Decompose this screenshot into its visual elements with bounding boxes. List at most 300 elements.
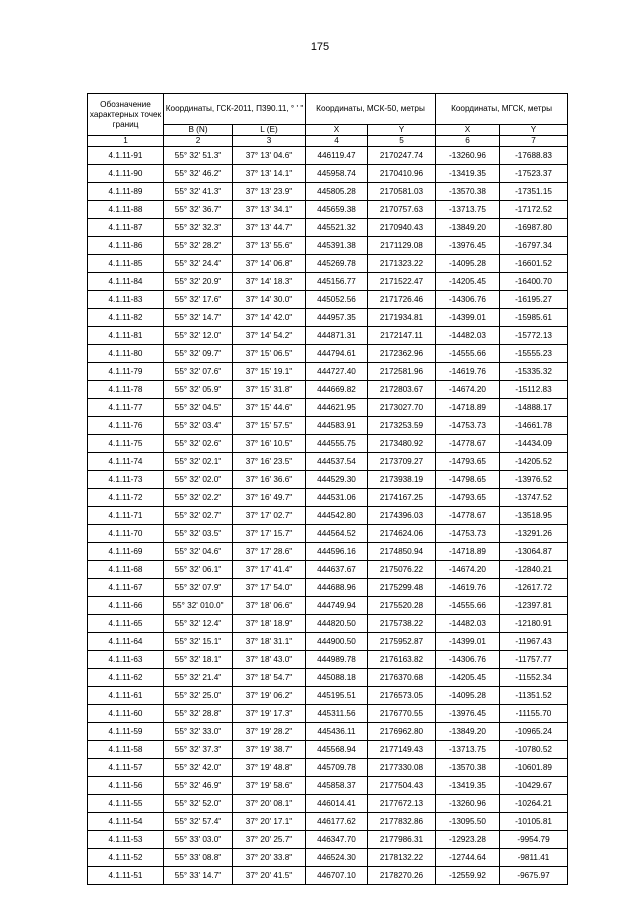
msk-y-cell: 2173480.92 xyxy=(368,435,436,453)
latitude-cell: 55° 32' 02.2" xyxy=(164,489,233,507)
longitude-cell: 37° 15' 44.6" xyxy=(233,399,306,417)
msk-x-cell: 444555.75 xyxy=(306,435,368,453)
mgsk-x-cell: -14674.20 xyxy=(436,561,500,579)
mgsk-x-cell: -13570.38 xyxy=(436,183,500,201)
msk-y-cell: 2177149.43 xyxy=(368,741,436,759)
mgsk-y-cell: -11155.70 xyxy=(500,705,568,723)
latitude-cell: 55° 32' 36.7" xyxy=(164,201,233,219)
header-mgsk: Координаты, МГСК, метры xyxy=(436,94,568,125)
point-id-cell: 4.1.11-75 xyxy=(88,435,164,453)
mgsk-x-cell: -13570.38 xyxy=(436,759,500,777)
point-id-cell: 4.1.11-79 xyxy=(88,363,164,381)
msk-y-cell: 2176370.68 xyxy=(368,669,436,687)
msk-x-cell: 444900.50 xyxy=(306,633,368,651)
point-id-cell: 4.1.11-54 xyxy=(88,813,164,831)
mgsk-x-cell: -14306.76 xyxy=(436,651,500,669)
longitude-cell: 37° 17' 15.7" xyxy=(233,525,306,543)
point-id-cell: 4.1.11-88 xyxy=(88,201,164,219)
longitude-cell: 37° 14' 42.0" xyxy=(233,309,306,327)
mgsk-y-cell: -13976.52 xyxy=(500,471,568,489)
point-id-cell: 4.1.11-80 xyxy=(88,345,164,363)
mgsk-y-cell: -17688.83 xyxy=(500,147,568,165)
msk-y-cell: 2177832.86 xyxy=(368,813,436,831)
mgsk-x-cell: -13260.96 xyxy=(436,147,500,165)
mgsk-y-cell: -10429.67 xyxy=(500,777,568,795)
column-number: 6 xyxy=(436,136,500,147)
point-id-cell: 4.1.11-86 xyxy=(88,237,164,255)
msk-x-cell: 445858.37 xyxy=(306,777,368,795)
point-id-cell: 4.1.11-73 xyxy=(88,471,164,489)
mgsk-y-cell: -10105.81 xyxy=(500,813,568,831)
mgsk-x-cell: -12744.64 xyxy=(436,849,500,867)
table-row xyxy=(88,651,568,669)
point-id-cell: 4.1.11-69 xyxy=(88,543,164,561)
table-row xyxy=(88,525,568,543)
longitude-cell: 37° 17' 54.0" xyxy=(233,579,306,597)
mgsk-x-cell: -13095.50 xyxy=(436,813,500,831)
mgsk-x-cell: -14718.89 xyxy=(436,543,500,561)
table-row xyxy=(88,507,568,525)
table-row xyxy=(88,597,568,615)
point-id-cell: 4.1.11-85 xyxy=(88,255,164,273)
msk-y-cell: 2174396.03 xyxy=(368,507,436,525)
point-id-cell: 4.1.11-57 xyxy=(88,759,164,777)
longitude-cell: 37° 15' 19.1" xyxy=(233,363,306,381)
mgsk-x-cell: -14555.66 xyxy=(436,345,500,363)
msk-y-cell: 2175952.87 xyxy=(368,633,436,651)
msk-x-cell: 444637.67 xyxy=(306,561,368,579)
page-number: 175 xyxy=(310,41,330,53)
mgsk-x-cell: -14793.65 xyxy=(436,453,500,471)
mgsk-x-cell: -14793.65 xyxy=(436,489,500,507)
column-number: 5 xyxy=(368,136,436,147)
mgsk-y-cell: -15112.83 xyxy=(500,381,568,399)
subheader-mgsk-x: X xyxy=(436,125,500,136)
latitude-cell: 55° 32' 20.9" xyxy=(164,273,233,291)
latitude-cell: 55° 32' 28.8" xyxy=(164,705,233,723)
point-id-cell: 4.1.11-60 xyxy=(88,705,164,723)
point-id-cell: 4.1.11-77 xyxy=(88,399,164,417)
msk-x-cell: 446014.41 xyxy=(306,795,368,813)
mgsk-y-cell: -9675.97 xyxy=(500,867,568,885)
table-row xyxy=(88,849,568,867)
column-number: 2 xyxy=(164,136,233,147)
msk-x-cell: 445156.77 xyxy=(306,273,368,291)
table-row xyxy=(88,183,568,201)
mgsk-x-cell: -13849.20 xyxy=(436,219,500,237)
latitude-cell: 55° 32' 57.4" xyxy=(164,813,233,831)
longitude-cell: 37° 16' 49.7" xyxy=(233,489,306,507)
latitude-cell: 55° 32' 24.4" xyxy=(164,255,233,273)
mgsk-y-cell: -12397.81 xyxy=(500,597,568,615)
msk-x-cell: 446177.62 xyxy=(306,813,368,831)
msk-x-cell: 444621.95 xyxy=(306,399,368,417)
latitude-cell: 55° 32' 14.7" xyxy=(164,309,233,327)
table-row xyxy=(88,741,568,759)
subheader-l: L (E) xyxy=(233,125,306,136)
latitude-cell: 55° 32' 05.9" xyxy=(164,381,233,399)
mgsk-x-cell: -13260.96 xyxy=(436,795,500,813)
latitude-cell: 55° 32' 28.2" xyxy=(164,237,233,255)
mgsk-y-cell: -16195.27 xyxy=(500,291,568,309)
mgsk-y-cell: -15985.61 xyxy=(500,309,568,327)
table-row xyxy=(88,273,568,291)
latitude-cell: 55° 32' 21.4" xyxy=(164,669,233,687)
latitude-cell: 55° 32' 04.5" xyxy=(164,399,233,417)
latitude-cell: 55° 32' 03.5" xyxy=(164,525,233,543)
latitude-cell: 55° 32' 02.0" xyxy=(164,471,233,489)
header-gsk2011: Координаты, ГСК-2011, П390.11, ° ' " xyxy=(164,94,306,125)
header-point-designation: Обозначение характерных точек границ xyxy=(88,94,164,136)
mgsk-x-cell: -12923.28 xyxy=(436,831,500,849)
msk-y-cell: 2176163.82 xyxy=(368,651,436,669)
mgsk-y-cell: -13064.87 xyxy=(500,543,568,561)
mgsk-y-cell: -15555.23 xyxy=(500,345,568,363)
table-row xyxy=(88,795,568,813)
mgsk-x-cell: -14306.76 xyxy=(436,291,500,309)
mgsk-x-cell: -14205.45 xyxy=(436,669,500,687)
longitude-cell: 37° 16' 23.5" xyxy=(233,453,306,471)
latitude-cell: 55° 32' 46.9" xyxy=(164,777,233,795)
subheader-mgsk-y: Y xyxy=(500,125,568,136)
mgsk-y-cell: -12617.72 xyxy=(500,579,568,597)
point-id-cell: 4.1.11-90 xyxy=(88,165,164,183)
mgsk-x-cell: -14778.67 xyxy=(436,507,500,525)
point-id-cell: 4.1.11-81 xyxy=(88,327,164,345)
table-row xyxy=(88,471,568,489)
longitude-cell: 37° 17' 28.6" xyxy=(233,543,306,561)
mgsk-y-cell: -11757.77 xyxy=(500,651,568,669)
point-id-cell: 4.1.11-72 xyxy=(88,489,164,507)
table-row xyxy=(88,543,568,561)
msk-y-cell: 2173253.59 xyxy=(368,417,436,435)
mgsk-x-cell: -14095.28 xyxy=(436,255,500,273)
table-row xyxy=(88,687,568,705)
latitude-cell: 55° 32' 33.0" xyxy=(164,723,233,741)
mgsk-y-cell: -17523.37 xyxy=(500,165,568,183)
msk-y-cell: 2177330.08 xyxy=(368,759,436,777)
latitude-cell: 55° 33' 03.0" xyxy=(164,831,233,849)
msk-y-cell: 2178270.26 xyxy=(368,867,436,885)
latitude-cell: 55° 32' 18.1" xyxy=(164,651,233,669)
msk-y-cell: 2172362.96 xyxy=(368,345,436,363)
latitude-cell: 55° 32' 12.4" xyxy=(164,615,233,633)
latitude-cell: 55° 32' 12.0" xyxy=(164,327,233,345)
msk-x-cell: 446119.47 xyxy=(306,147,368,165)
latitude-cell: 55° 32' 07.6" xyxy=(164,363,233,381)
latitude-cell: 55° 32' 02.1" xyxy=(164,453,233,471)
latitude-cell: 55° 32' 17.6" xyxy=(164,291,233,309)
mgsk-y-cell: -17351.15 xyxy=(500,183,568,201)
longitude-cell: 37° 19' 17.3" xyxy=(233,705,306,723)
latitude-cell: 55° 32' 02.7" xyxy=(164,507,233,525)
mgsk-y-cell: -10264.21 xyxy=(500,795,568,813)
mgsk-x-cell: -13419.35 xyxy=(436,165,500,183)
table-body xyxy=(88,147,568,885)
longitude-cell: 37° 13' 44.7" xyxy=(233,219,306,237)
point-id-cell: 4.1.11-63 xyxy=(88,651,164,669)
msk-x-cell: 445568.94 xyxy=(306,741,368,759)
table-row xyxy=(88,345,568,363)
msk-x-cell: 444531.06 xyxy=(306,489,368,507)
point-id-cell: 4.1.11-87 xyxy=(88,219,164,237)
subheader-b: B (N) xyxy=(164,125,233,136)
table-row xyxy=(88,867,568,885)
mgsk-y-cell: -10780.52 xyxy=(500,741,568,759)
longitude-cell: 37° 19' 06.2" xyxy=(233,687,306,705)
latitude-cell: 55° 32' 37.3" xyxy=(164,741,233,759)
msk-x-cell: 444957.35 xyxy=(306,309,368,327)
point-id-cell: 4.1.11-56 xyxy=(88,777,164,795)
longitude-cell: 37° 14' 06.8" xyxy=(233,255,306,273)
mgsk-y-cell: -11351.52 xyxy=(500,687,568,705)
latitude-cell: 55° 32' 010.0" xyxy=(164,597,233,615)
point-id-cell: 4.1.11-55 xyxy=(88,795,164,813)
longitude-cell: 37° 19' 28.2" xyxy=(233,723,306,741)
table-row xyxy=(88,435,568,453)
subheader-msk-x: X xyxy=(306,125,368,136)
table-row xyxy=(88,219,568,237)
msk-y-cell: 2174850.94 xyxy=(368,543,436,561)
table-row xyxy=(88,237,568,255)
msk-x-cell: 444583.91 xyxy=(306,417,368,435)
mgsk-x-cell: -14674.20 xyxy=(436,381,500,399)
msk-y-cell: 2170581.03 xyxy=(368,183,436,201)
latitude-cell: 55° 32' 52.0" xyxy=(164,795,233,813)
latitude-cell: 55° 32' 42.0" xyxy=(164,759,233,777)
longitude-cell: 37° 19' 58.6" xyxy=(233,777,306,795)
longitude-cell: 37° 13' 14.1" xyxy=(233,165,306,183)
mgsk-y-cell: -10601.89 xyxy=(500,759,568,777)
point-id-cell: 4.1.11-89 xyxy=(88,183,164,201)
mgsk-x-cell: -13419.35 xyxy=(436,777,500,795)
point-id-cell: 4.1.11-58 xyxy=(88,741,164,759)
point-id-cell: 4.1.11-76 xyxy=(88,417,164,435)
mgsk-y-cell: -14888.17 xyxy=(500,399,568,417)
mgsk-x-cell: -14619.76 xyxy=(436,363,500,381)
mgsk-y-cell: -16987.80 xyxy=(500,219,568,237)
msk-x-cell: 445088.18 xyxy=(306,669,368,687)
mgsk-x-cell: -14718.89 xyxy=(436,399,500,417)
point-id-cell: 4.1.11-62 xyxy=(88,669,164,687)
mgsk-y-cell: -17172.52 xyxy=(500,201,568,219)
latitude-cell: 55° 32' 32.3" xyxy=(164,219,233,237)
longitude-cell: 37° 13' 55.6" xyxy=(233,237,306,255)
latitude-cell: 55° 32' 02.6" xyxy=(164,435,233,453)
latitude-cell: 55° 32' 51.3" xyxy=(164,147,233,165)
msk-y-cell: 2177672.13 xyxy=(368,795,436,813)
longitude-cell: 37° 18' 06.6" xyxy=(233,597,306,615)
msk-x-cell: 445659.38 xyxy=(306,201,368,219)
msk-x-cell: 446524.30 xyxy=(306,849,368,867)
table-row xyxy=(88,363,568,381)
msk-y-cell: 2175076.22 xyxy=(368,561,436,579)
column-number: 3 xyxy=(233,136,306,147)
mgsk-x-cell: -14798.65 xyxy=(436,471,500,489)
msk-y-cell: 2172147.11 xyxy=(368,327,436,345)
table-row xyxy=(88,381,568,399)
mgsk-x-cell: -13849.20 xyxy=(436,723,500,741)
point-id-cell: 4.1.11-66 xyxy=(88,597,164,615)
longitude-cell: 37° 14' 54.2" xyxy=(233,327,306,345)
msk-y-cell: 2170757.63 xyxy=(368,201,436,219)
mgsk-x-cell: -14095.28 xyxy=(436,687,500,705)
table-row xyxy=(88,615,568,633)
msk-x-cell: 444820.50 xyxy=(306,615,368,633)
point-id-cell: 4.1.11-74 xyxy=(88,453,164,471)
msk-y-cell: 2171323.22 xyxy=(368,255,436,273)
table-row xyxy=(88,453,568,471)
table-row xyxy=(88,759,568,777)
longitude-cell: 37° 16' 10.5" xyxy=(233,435,306,453)
msk-x-cell: 446347.70 xyxy=(306,831,368,849)
longitude-cell: 37° 18' 18.9" xyxy=(233,615,306,633)
msk-x-cell: 445436.11 xyxy=(306,723,368,741)
mgsk-x-cell: -14753.73 xyxy=(436,417,500,435)
mgsk-x-cell: -14619.76 xyxy=(436,579,500,597)
longitude-cell: 37° 14' 30.0" xyxy=(233,291,306,309)
point-id-cell: 4.1.11-51 xyxy=(88,867,164,885)
msk-y-cell: 2175299.48 xyxy=(368,579,436,597)
msk-x-cell: 445521.32 xyxy=(306,219,368,237)
longitude-cell: 37° 18' 43.0" xyxy=(233,651,306,669)
table-row xyxy=(88,561,568,579)
latitude-cell: 55° 32' 15.1" xyxy=(164,633,233,651)
msk-y-cell: 2174624.06 xyxy=(368,525,436,543)
table-row xyxy=(88,489,568,507)
longitude-cell: 37° 19' 38.7" xyxy=(233,741,306,759)
table-row xyxy=(88,705,568,723)
longitude-cell: 37° 13' 04.6" xyxy=(233,147,306,165)
table-row xyxy=(88,777,568,795)
msk-y-cell: 2171129.08 xyxy=(368,237,436,255)
longitude-cell: 37° 20' 17.1" xyxy=(233,813,306,831)
msk-y-cell: 2170410.96 xyxy=(368,165,436,183)
mgsk-y-cell: -14434.09 xyxy=(500,435,568,453)
msk-y-cell: 2170247.74 xyxy=(368,147,436,165)
latitude-cell: 55° 32' 46.2" xyxy=(164,165,233,183)
mgsk-y-cell: -13747.52 xyxy=(500,489,568,507)
mgsk-x-cell: -13976.45 xyxy=(436,705,500,723)
table-row xyxy=(88,291,568,309)
msk-y-cell: 2173709.27 xyxy=(368,453,436,471)
column-number: 1 xyxy=(88,136,164,147)
msk-x-cell: 445709.78 xyxy=(306,759,368,777)
longitude-cell: 37° 17' 02.7" xyxy=(233,507,306,525)
msk-y-cell: 2170940.43 xyxy=(368,219,436,237)
msk-y-cell: 2178132.22 xyxy=(368,849,436,867)
mgsk-x-cell: -14205.45 xyxy=(436,273,500,291)
latitude-cell: 55° 32' 41.3" xyxy=(164,183,233,201)
latitude-cell: 55° 33' 14.7" xyxy=(164,867,233,885)
msk-y-cell: 2171726.46 xyxy=(368,291,436,309)
msk-x-cell: 444596.16 xyxy=(306,543,368,561)
column-number: 7 xyxy=(500,136,568,147)
msk-x-cell: 445269.78 xyxy=(306,255,368,273)
msk-y-cell: 2171522.47 xyxy=(368,273,436,291)
column-number: 4 xyxy=(306,136,368,147)
msk-y-cell: 2172581.96 xyxy=(368,363,436,381)
point-id-cell: 4.1.11-91 xyxy=(88,147,164,165)
table-row xyxy=(88,633,568,651)
longitude-cell: 37° 14' 18.3" xyxy=(233,273,306,291)
point-id-cell: 4.1.11-83 xyxy=(88,291,164,309)
msk-x-cell: 444669.82 xyxy=(306,381,368,399)
msk-y-cell: 2176573.05 xyxy=(368,687,436,705)
msk-y-cell: 2173938.19 xyxy=(368,471,436,489)
msk-x-cell: 445195.51 xyxy=(306,687,368,705)
mgsk-x-cell: -14555.66 xyxy=(436,597,500,615)
msk-x-cell: 444688.96 xyxy=(306,579,368,597)
longitude-cell: 37° 20' 41.5" xyxy=(233,867,306,885)
mgsk-y-cell: -11552.34 xyxy=(500,669,568,687)
msk-y-cell: 2174167.25 xyxy=(368,489,436,507)
point-id-cell: 4.1.11-78 xyxy=(88,381,164,399)
table-row xyxy=(88,417,568,435)
longitude-cell: 37° 20' 33.8" xyxy=(233,849,306,867)
msk-y-cell: 2175738.22 xyxy=(368,615,436,633)
msk-x-cell: 444537.54 xyxy=(306,453,368,471)
longitude-cell: 37° 15' 06.5" xyxy=(233,345,306,363)
mgsk-y-cell: -10965.24 xyxy=(500,723,568,741)
point-id-cell: 4.1.11-70 xyxy=(88,525,164,543)
mgsk-y-cell: -11967.43 xyxy=(500,633,568,651)
point-id-cell: 4.1.11-82 xyxy=(88,309,164,327)
mgsk-x-cell: -13976.45 xyxy=(436,237,500,255)
mgsk-y-cell: -9811.41 xyxy=(500,849,568,867)
msk-x-cell: 446707.10 xyxy=(306,867,368,885)
table-row xyxy=(88,399,568,417)
latitude-cell: 55° 32' 06.1" xyxy=(164,561,233,579)
msk-x-cell: 445958.74 xyxy=(306,165,368,183)
mgsk-y-cell: -14205.52 xyxy=(500,453,568,471)
mgsk-x-cell: -14753.73 xyxy=(436,525,500,543)
table-row xyxy=(88,813,568,831)
msk-x-cell: 444727.40 xyxy=(306,363,368,381)
longitude-cell: 37° 16' 36.6" xyxy=(233,471,306,489)
coordinates-table xyxy=(87,93,568,885)
mgsk-y-cell: -15772.13 xyxy=(500,327,568,345)
table-row xyxy=(88,579,568,597)
msk-x-cell: 444989.78 xyxy=(306,651,368,669)
mgsk-y-cell: -16400.70 xyxy=(500,273,568,291)
longitude-cell: 37° 18' 54.7" xyxy=(233,669,306,687)
latitude-cell: 55° 32' 04.6" xyxy=(164,543,233,561)
msk-x-cell: 444794.61 xyxy=(306,345,368,363)
longitude-cell: 37° 18' 31.1" xyxy=(233,633,306,651)
mgsk-y-cell: -12840.21 xyxy=(500,561,568,579)
msk-x-cell: 444529.30 xyxy=(306,471,368,489)
longitude-cell: 37° 15' 31.8" xyxy=(233,381,306,399)
msk-y-cell: 2175520.28 xyxy=(368,597,436,615)
msk-y-cell: 2176962.80 xyxy=(368,723,436,741)
msk-y-cell: 2177986.31 xyxy=(368,831,436,849)
mgsk-x-cell: -13713.75 xyxy=(436,741,500,759)
point-id-cell: 4.1.11-65 xyxy=(88,615,164,633)
table-row xyxy=(88,831,568,849)
latitude-cell: 55° 33' 08.8" xyxy=(164,849,233,867)
mgsk-x-cell: -13713.75 xyxy=(436,201,500,219)
longitude-cell: 37° 20' 25.7" xyxy=(233,831,306,849)
mgsk-y-cell: -13518.95 xyxy=(500,507,568,525)
msk-y-cell: 2173027.70 xyxy=(368,399,436,417)
mgsk-x-cell: -14399.01 xyxy=(436,309,500,327)
table-row xyxy=(88,723,568,741)
msk-y-cell: 2172803.67 xyxy=(368,381,436,399)
msk-x-cell: 445052.56 xyxy=(306,291,368,309)
mgsk-x-cell: -14482.03 xyxy=(436,327,500,345)
mgsk-y-cell: -15335.32 xyxy=(500,363,568,381)
